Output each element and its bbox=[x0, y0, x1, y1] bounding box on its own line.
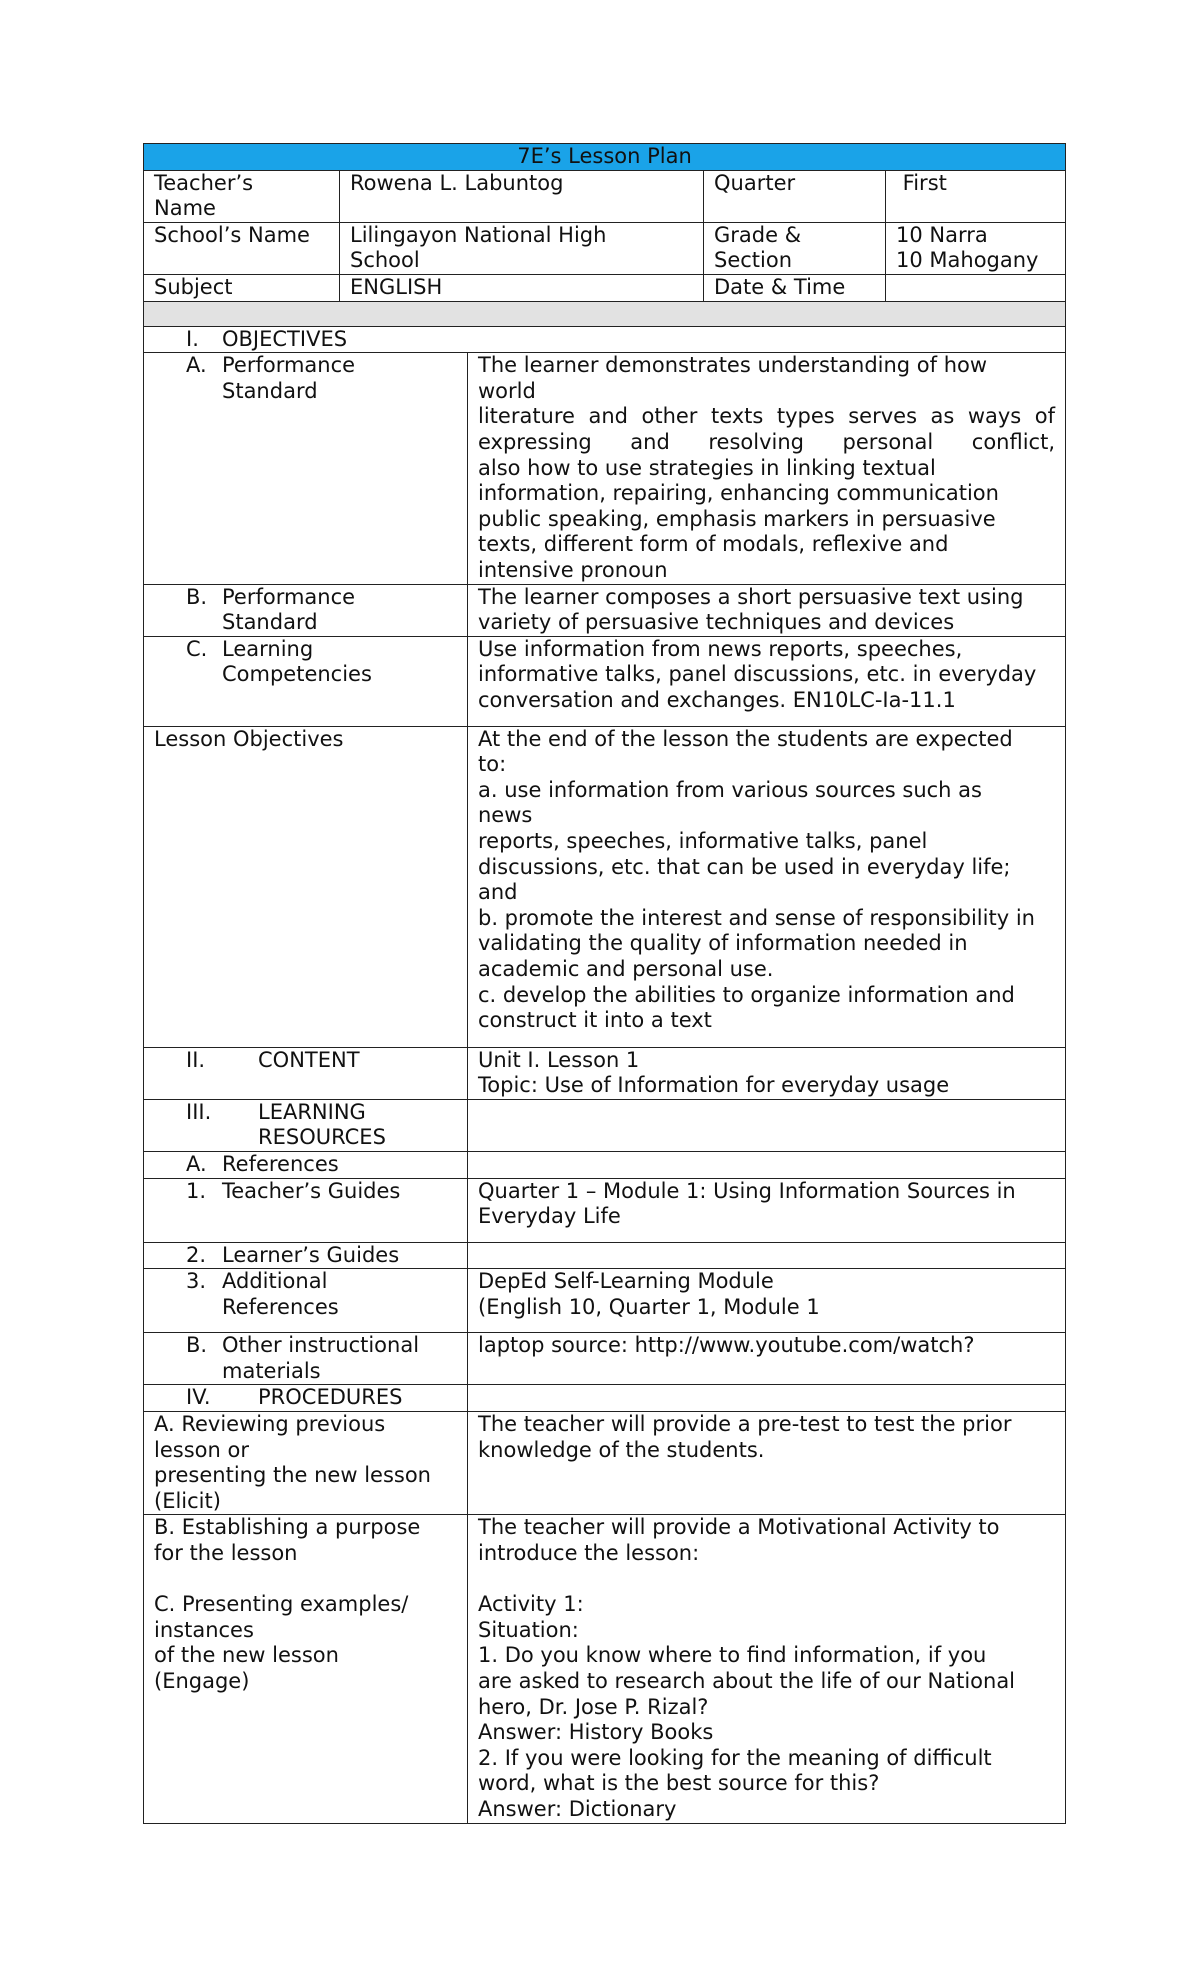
teachers-guides-label: Teacher’s Guides bbox=[222, 1178, 401, 1203]
lesson-plan-page bbox=[143, 143, 1065, 1824]
grade-label: Grade & Section bbox=[704, 222, 886, 274]
performance-standard-a-label: Performance Standard bbox=[222, 353, 356, 403]
other-materials-row bbox=[144, 1333, 1066, 1385]
school-row bbox=[144, 222, 1066, 274]
performance-standard-b-row bbox=[144, 584, 1066, 636]
objectives-heading: OBJECTIVES bbox=[222, 326, 348, 351]
grade-value: 10 Narra 10 Mahogany bbox=[886, 222, 1066, 274]
separator-row bbox=[144, 301, 1066, 326]
other-materials-label: Other instructional materials bbox=[222, 1333, 420, 1383]
content-text: Unit I. Lesson 1 Topic: Use of Information for everyday usage bbox=[468, 1047, 1066, 1099]
teacher-value: Rowena L. Labuntog bbox=[340, 170, 704, 222]
learning-competencies-text: Use information from news reports, speeches, informative talks, panel discussions, etc. in everyday conversation and exchanges. EN10LC-Ia-11.1 bbox=[468, 636, 1066, 726]
engage-label: B. Establishing a purpose for the lesson C. Presenting examples/ instances of the new lesson (Engage) bbox=[144, 1515, 468, 1823]
school-label: School’s Name bbox=[144, 222, 340, 274]
lesson-objectives-label: Lesson Objectives bbox=[144, 726, 468, 1047]
learning-competencies-label: Learning Competencies bbox=[222, 636, 372, 687]
teacher-row bbox=[144, 170, 1066, 222]
gray-separator bbox=[144, 301, 1066, 326]
elicit-label: A. Reviewing previous lesson or presenting the new lesson (Elicit) bbox=[144, 1412, 468, 1515]
additional-references-text: DepEd Self-Learning Module (English 10, Quarter 1, Module 1 bbox=[468, 1269, 1066, 1333]
references-label: References bbox=[222, 1152, 339, 1177]
lesson-plan-table bbox=[143, 143, 1066, 1824]
objectives-heading-row bbox=[144, 326, 1066, 353]
performance-standard-b-text: The learner composes a short persuasive text using variety of persuasive techniques and devices bbox=[468, 584, 1066, 636]
quarter-value: First bbox=[886, 170, 1066, 222]
other-materials-text: laptop source: http://www.youtube.com/watch? bbox=[468, 1333, 1066, 1385]
content-label: CONTENT bbox=[258, 1047, 360, 1072]
engage-text: The teacher will provide a Motivational Activity to introduce the lesson: Activity 1: Situation: 1. Do you know where to find information, if you are asked to research about the life of our National hero, Dr. Jose P. Rizal? Answer: History Books 2. If you were looking for the meaning of difficult word, what is the best source for this? Answer: Dictionary bbox=[468, 1515, 1066, 1823]
learners-guides-row bbox=[144, 1242, 1066, 1269]
content-num: II. bbox=[186, 1047, 206, 1072]
subject-row bbox=[144, 274, 1066, 301]
item-letter: B. bbox=[186, 584, 208, 609]
references-row bbox=[144, 1152, 1066, 1179]
learning-competencies-row bbox=[144, 636, 1066, 726]
additional-references-label: Additional References bbox=[222, 1269, 339, 1319]
procedures-num: IV. bbox=[186, 1385, 211, 1410]
procedures-label: PROCEDURES bbox=[258, 1385, 403, 1410]
title-row bbox=[144, 144, 1066, 171]
objectives-num: I. bbox=[186, 326, 199, 351]
elicit-row bbox=[144, 1412, 1066, 1515]
item-number: 1. bbox=[186, 1178, 207, 1203]
school-value: Lilingayon National High School bbox=[340, 222, 704, 274]
item-number: 2. bbox=[186, 1242, 207, 1267]
content-row bbox=[144, 1047, 1066, 1099]
date-label: Date & Time bbox=[704, 274, 886, 301]
engage-row bbox=[144, 1515, 1066, 1823]
subject-value: ENGLISH bbox=[340, 274, 704, 301]
item-letter: A. bbox=[186, 353, 207, 378]
teachers-guides-text: Quarter 1 – Module 1: Using Information Sources in Everyday Life bbox=[468, 1178, 1066, 1242]
learning-resources-label: LEARNING RESOURCES bbox=[258, 1099, 386, 1150]
lesson-objectives-row bbox=[144, 726, 1066, 1047]
additional-references-row bbox=[144, 1269, 1066, 1333]
performance-standard-b-label: Performance Standard bbox=[222, 584, 356, 635]
subject-label: Subject bbox=[144, 274, 340, 301]
item-letter: C. bbox=[186, 636, 208, 661]
learners-guides-label: Learner’s Guides bbox=[222, 1242, 400, 1267]
procedures-heading-row bbox=[144, 1385, 1066, 1412]
performance-standard-a-row bbox=[144, 353, 1066, 584]
performance-standard-a-text: The learner demonstrates understanding of how world literature and other texts types serves as ways of expressing and resolving personal conflict, also how to use strategies in linking textual information, repairing, enhancing communication public speaking, emphasis markers in persuasive texts, different form of modals, reflexive and intensive pronoun bbox=[468, 353, 1066, 584]
item-number: 3. bbox=[186, 1269, 207, 1294]
learning-resources-row bbox=[144, 1099, 1066, 1151]
lesson-objectives-text: At the end of the lesson the students are expected to: a. use information from various sources such as news reports, speeches, informative talks, panel discussions, etc. that can be used in everyday life; and b. promote the interest and sense of responsibility in validating the quality of information needed in academic and personal use. c. develop the abilities to organize information and construct it into a text bbox=[468, 726, 1066, 1047]
item-letter: A. bbox=[186, 1152, 207, 1177]
elicit-text: The teacher will provide a pre-test to test the prior knowledge of the students. bbox=[468, 1412, 1066, 1515]
resources-num: III. bbox=[186, 1099, 212, 1124]
date-value bbox=[886, 274, 1066, 301]
quarter-label: Quarter bbox=[704, 170, 886, 222]
teachers-guides-row bbox=[144, 1178, 1066, 1242]
lesson-plan-title: 7E’s Lesson Plan bbox=[144, 144, 1066, 171]
teacher-label: Teacher’s Name bbox=[144, 170, 340, 222]
item-letter: B. bbox=[186, 1333, 208, 1358]
